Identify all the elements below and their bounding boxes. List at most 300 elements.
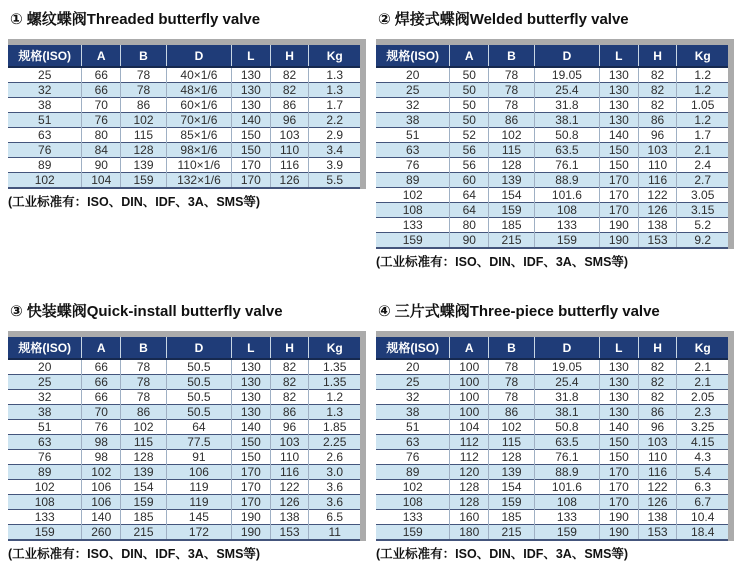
- table-cell: 50: [450, 83, 489, 98]
- table-cell: 91: [166, 450, 231, 465]
- table-cell: 108: [8, 495, 82, 510]
- table-cell: 86: [270, 405, 309, 420]
- table-cell: 76.1: [534, 158, 599, 173]
- table-cell: 1.2: [309, 390, 360, 405]
- table-cell: 98: [82, 435, 121, 450]
- section-title: [10, 300, 366, 321]
- table-cell: 126: [270, 495, 309, 510]
- table-cell: 122: [270, 480, 309, 495]
- table-cell: 159: [534, 233, 599, 249]
- table-cell: 86: [270, 98, 309, 113]
- table-cell: 106: [82, 480, 121, 495]
- table-cell: 154: [121, 480, 167, 495]
- table-cell: 133: [8, 510, 82, 525]
- table-cell: 66: [82, 83, 121, 98]
- table-cell: 86: [121, 98, 167, 113]
- table-cell: 130: [599, 390, 638, 405]
- table-cell: 185: [489, 510, 535, 525]
- table-cell: 51: [376, 128, 450, 143]
- table-cell: 1.3: [309, 67, 360, 83]
- table-row: [8, 525, 360, 541]
- table-cell: 56: [450, 158, 489, 173]
- table-cell: 128: [121, 143, 167, 158]
- table-frame: [376, 39, 734, 249]
- table-cell: 5.5: [309, 173, 360, 189]
- table-cell: 130: [231, 405, 270, 420]
- table-cell: 2.3: [677, 405, 728, 420]
- table-cell: 150: [231, 128, 270, 143]
- table-cell: 25.4: [534, 83, 599, 98]
- table-cell: 4.3: [677, 450, 728, 465]
- table-cell: 159: [489, 203, 535, 218]
- column-header: Kg: [309, 337, 360, 359]
- table-row: [376, 67, 728, 83]
- table-cell: 119: [166, 480, 231, 495]
- table-cell: 25: [8, 375, 82, 390]
- table-cell: 64: [166, 420, 231, 435]
- table-cell: 32: [376, 98, 450, 113]
- table-cell: 150: [231, 143, 270, 158]
- section-number-badge: ①: [10, 11, 23, 28]
- table-cell: 140: [231, 113, 270, 128]
- table-frame: [8, 331, 366, 541]
- table-cell: 82: [270, 67, 309, 83]
- section-title: [10, 8, 366, 29]
- section-title-text: 三片式蝶阀Three-piece butterfly valve: [394, 303, 660, 320]
- table-cell: 51: [8, 113, 82, 128]
- table-cell: 2.6: [309, 450, 360, 465]
- table-cell: 3.0: [309, 465, 360, 480]
- table-cell: 150: [599, 143, 638, 158]
- table-cell: 82: [270, 390, 309, 405]
- table-row: [376, 158, 728, 173]
- section-number-badge: ③: [10, 303, 23, 320]
- table-cell: 170: [231, 158, 270, 173]
- table-cell: 50: [450, 98, 489, 113]
- table-cell: 104: [450, 420, 489, 435]
- table-cell: 138: [638, 510, 677, 525]
- standards-note: (工业标准有：ISO、DIN、IDF、3A、SMS等): [376, 255, 629, 269]
- table-cell: 133: [534, 218, 599, 233]
- table-cell: 90: [82, 158, 121, 173]
- table-cell: 2.2: [309, 113, 360, 128]
- table-cell: 1.3: [309, 83, 360, 98]
- table-cell: 11: [309, 525, 360, 541]
- table-cell: 2.1: [677, 359, 728, 375]
- table-row: [8, 405, 360, 420]
- table-cell: 130: [599, 98, 638, 113]
- table-cell: 150: [231, 450, 270, 465]
- table-cell: 145: [166, 510, 231, 525]
- table-cell: 38: [8, 98, 82, 113]
- table-cell: 139: [489, 465, 535, 480]
- section-threaded-valve: [8, 6, 366, 210]
- table-frame: [8, 39, 366, 189]
- table-cell: 1.05: [677, 98, 728, 113]
- column-header: H: [270, 45, 309, 67]
- table-row: [376, 510, 728, 525]
- table-cell: 150: [231, 435, 270, 450]
- table-cell: 51: [376, 420, 450, 435]
- table-cell: 66: [82, 67, 121, 83]
- table-cell: 102: [82, 465, 121, 480]
- table-cell: 102: [376, 188, 450, 203]
- table-cell: 63: [8, 435, 82, 450]
- table-cell: 185: [489, 218, 535, 233]
- table-cell: 128: [450, 495, 489, 510]
- table-cell: 103: [638, 435, 677, 450]
- table-cell: 85×1/6: [166, 128, 231, 143]
- table-cell: 120: [450, 465, 489, 480]
- table-cell: 103: [270, 435, 309, 450]
- table-row: [376, 203, 728, 218]
- table-cell: 70: [82, 405, 121, 420]
- table-cell: 170: [231, 173, 270, 189]
- table-cell: 77.5: [166, 435, 231, 450]
- table-cell: 82: [270, 375, 309, 390]
- table-row: [8, 435, 360, 450]
- table-cell: 88.9: [534, 465, 599, 480]
- table-cell: 130: [599, 67, 638, 83]
- table-cell: 133: [376, 218, 450, 233]
- table-cell: 122: [638, 480, 677, 495]
- table-cell: 126: [638, 203, 677, 218]
- table-cell: 60×1/6: [166, 98, 231, 113]
- table-cell: 86: [489, 405, 535, 420]
- table-cell: 130: [231, 67, 270, 83]
- table-cell: 159: [8, 525, 82, 541]
- table-cell: 90: [450, 233, 489, 249]
- table-frame: [376, 331, 734, 541]
- table-cell: 70: [82, 98, 121, 113]
- standards-note: (工业标准有：ISO、DIN、IDF、3A、SMS等): [8, 195, 261, 209]
- table-cell: 190: [231, 525, 270, 541]
- table-cell: 130: [231, 98, 270, 113]
- table-cell: 1.3: [309, 405, 360, 420]
- table-cell: 1.2: [677, 67, 728, 83]
- column-header: B: [489, 45, 535, 67]
- table-row: [376, 465, 728, 480]
- table-cell: 4.15: [677, 435, 728, 450]
- table-cell: 116: [270, 465, 309, 480]
- table-header-row: [8, 337, 360, 359]
- table-cell: 130: [599, 113, 638, 128]
- table-cell: 63.5: [534, 143, 599, 158]
- table-cell: 110: [270, 143, 309, 158]
- table-cell: 50.5: [166, 405, 231, 420]
- section-title-text: 快装蝶阀Quick-install butterfly valve: [26, 303, 283, 320]
- column-header: 规格(ISO): [8, 45, 82, 67]
- table-cell: 19.05: [534, 359, 599, 375]
- table-cell: 154: [489, 188, 535, 203]
- table-cell: 140: [599, 128, 638, 143]
- column-header: L: [599, 337, 638, 359]
- table-cell: 108: [534, 203, 599, 218]
- table-cell: 86: [638, 113, 677, 128]
- table-cell: 170: [599, 173, 638, 188]
- table-cell: 153: [638, 525, 677, 541]
- table-cell: 2.1: [677, 375, 728, 390]
- table-cell: 128: [489, 450, 535, 465]
- table-cell: 50: [450, 67, 489, 83]
- table-cell: 180: [450, 525, 489, 541]
- table-cell: 63: [376, 143, 450, 158]
- table-cell: 63.5: [534, 435, 599, 450]
- table-cell: 190: [599, 218, 638, 233]
- table-row: [376, 450, 728, 465]
- section-title: [378, 300, 734, 321]
- table-row: [376, 113, 728, 128]
- column-header: A: [450, 45, 489, 67]
- table-cell: 20: [376, 359, 450, 375]
- table-row: [376, 525, 728, 541]
- table-cell: 140: [82, 510, 121, 525]
- column-header: 规格(ISO): [376, 45, 450, 67]
- table-cell: 86: [489, 113, 535, 128]
- table-cell: 3.9: [309, 158, 360, 173]
- table-cell: 159: [489, 495, 535, 510]
- spec-table-welded: [376, 45, 728, 249]
- table-row: [376, 218, 728, 233]
- table-cell: 130: [599, 83, 638, 98]
- table-cell: 76: [8, 450, 82, 465]
- table-cell: 88.9: [534, 173, 599, 188]
- section-title: [378, 8, 734, 29]
- spec-table-threaded: [8, 45, 360, 189]
- table-cell: 19.05: [534, 67, 599, 83]
- table-cell: 115: [121, 435, 167, 450]
- table-row: [8, 83, 360, 98]
- table-cell: 96: [270, 113, 309, 128]
- table-cell: 130: [231, 375, 270, 390]
- table-cell: 122: [638, 188, 677, 203]
- table-cell: 1.2: [677, 113, 728, 128]
- table-row: [376, 420, 728, 435]
- column-header: 规格(ISO): [376, 337, 450, 359]
- table-cell: 172: [166, 525, 231, 541]
- table-cell: 66: [82, 375, 121, 390]
- table-cell: 101.6: [534, 480, 599, 495]
- table-cell: 78: [489, 83, 535, 98]
- table-cell: 84: [82, 143, 121, 158]
- table-row: [376, 233, 728, 249]
- column-header: L: [231, 337, 270, 359]
- table-cell: 130: [599, 375, 638, 390]
- column-header: H: [638, 45, 677, 67]
- table-cell: 40×1/6: [166, 67, 231, 83]
- table-cell: 159: [121, 173, 167, 189]
- section-quick-install-valve: [8, 298, 366, 562]
- table-row: [376, 143, 728, 158]
- table-cell: 132×1/6: [166, 173, 231, 189]
- table-cell: 100: [450, 375, 489, 390]
- table-cell: 89: [8, 465, 82, 480]
- table-row: [8, 359, 360, 375]
- table-cell: 116: [270, 158, 309, 173]
- table-cell: 78: [121, 359, 167, 375]
- table-row: [8, 510, 360, 525]
- table-cell: 89: [8, 158, 82, 173]
- section-title-text: 螺纹蝶阀Threaded butterfly valve: [26, 11, 261, 28]
- column-header: D: [166, 337, 231, 359]
- table-cell: 119: [166, 495, 231, 510]
- table-row: [8, 173, 360, 189]
- table-cell: 103: [270, 128, 309, 143]
- table-cell: 1.85: [309, 420, 360, 435]
- table-cell: 6.5: [309, 510, 360, 525]
- table-row: [376, 188, 728, 203]
- table-cell: 64: [450, 188, 489, 203]
- table-cell: 66: [82, 359, 121, 375]
- table-cell: 139: [121, 158, 167, 173]
- table-cell: 76: [82, 113, 121, 128]
- table-cell: 3.6: [309, 480, 360, 495]
- table-cell: 98×1/6: [166, 143, 231, 158]
- table-cell: 102: [8, 480, 82, 495]
- table-row: [8, 450, 360, 465]
- table-row: [376, 390, 728, 405]
- column-header: D: [166, 45, 231, 67]
- table-row: [376, 480, 728, 495]
- column-header: A: [82, 45, 121, 67]
- table-cell: 50.5: [166, 359, 231, 375]
- table-cell: 82: [270, 83, 309, 98]
- table-cell: 102: [489, 128, 535, 143]
- table-cell: 31.8: [534, 390, 599, 405]
- table-cell: 138: [638, 218, 677, 233]
- table-cell: 82: [638, 359, 677, 375]
- table-cell: 159: [376, 525, 450, 541]
- table-row: [8, 420, 360, 435]
- table-cell: 215: [489, 233, 535, 249]
- table-cell: 80: [82, 128, 121, 143]
- section-number-badge: ②: [378, 11, 391, 28]
- table-cell: 170: [231, 495, 270, 510]
- table-cell: 82: [638, 98, 677, 113]
- table-cell: 78: [489, 98, 535, 113]
- table-cell: 18.4: [677, 525, 728, 541]
- table-cell: 32: [8, 83, 82, 98]
- table-row: [376, 405, 728, 420]
- table-cell: 76: [8, 143, 82, 158]
- table-cell: 63: [8, 128, 82, 143]
- table-cell: 116: [638, 465, 677, 480]
- table-cell: 51: [8, 420, 82, 435]
- table-row: [8, 465, 360, 480]
- table-cell: 82: [638, 390, 677, 405]
- table-cell: 32: [8, 390, 82, 405]
- table-cell: 89: [376, 465, 450, 480]
- standards-note: (工业标准有：ISO、DIN、IDF、3A、SMS等): [8, 547, 261, 561]
- table-cell: 25: [376, 83, 450, 98]
- table-cell: 2.05: [677, 390, 728, 405]
- table-cell: 96: [270, 420, 309, 435]
- table-cell: 100: [450, 359, 489, 375]
- table-cell: 128: [489, 158, 535, 173]
- table-cell: 115: [489, 435, 535, 450]
- table-cell: 159: [534, 525, 599, 541]
- table-cell: 102: [121, 113, 167, 128]
- table-cell: 102: [121, 420, 167, 435]
- table-cell: 130: [599, 359, 638, 375]
- table-cell: 108: [534, 495, 599, 510]
- column-header: D: [534, 337, 599, 359]
- table-cell: 153: [638, 233, 677, 249]
- table-cell: 98: [82, 450, 121, 465]
- table-cell: 38.1: [534, 405, 599, 420]
- column-header: B: [121, 45, 167, 67]
- table-cell: 50.5: [166, 390, 231, 405]
- table-row: [376, 83, 728, 98]
- section-three-piece-valve: [376, 298, 734, 562]
- table-cell: 78: [489, 375, 535, 390]
- table-cell: 170: [231, 480, 270, 495]
- table-cell: 60: [450, 173, 489, 188]
- table-row: [376, 173, 728, 188]
- table-cell: 140: [231, 420, 270, 435]
- table-cell: 3.6: [309, 495, 360, 510]
- column-header: Kg: [309, 45, 360, 67]
- table-cell: 150: [599, 158, 638, 173]
- table-cell: 100: [450, 405, 489, 420]
- table-cell: 133: [376, 510, 450, 525]
- table-row: [8, 98, 360, 113]
- table-cell: 1.35: [309, 359, 360, 375]
- table-cell: 112: [450, 435, 489, 450]
- table-cell: 20: [376, 67, 450, 83]
- table-cell: 170: [599, 188, 638, 203]
- table-cell: 6.7: [677, 495, 728, 510]
- table-cell: 215: [121, 525, 167, 541]
- table-row: [8, 113, 360, 128]
- table-row: [376, 128, 728, 143]
- table-row: [376, 98, 728, 113]
- table-cell: 32: [376, 390, 450, 405]
- table-cell: 1.7: [677, 128, 728, 143]
- table-row: [376, 359, 728, 375]
- table-cell: 130: [231, 359, 270, 375]
- table-cell: 110: [638, 450, 677, 465]
- table-cell: 86: [121, 405, 167, 420]
- table-row: [8, 158, 360, 173]
- table-cell: 3.25: [677, 420, 728, 435]
- table-cell: 150: [599, 435, 638, 450]
- table-cell: 170: [599, 495, 638, 510]
- table-cell: 108: [376, 203, 450, 218]
- table-cell: 25: [376, 375, 450, 390]
- table-cell: 10.4: [677, 510, 728, 525]
- table-cell: 50.5: [166, 375, 231, 390]
- table-row: [8, 390, 360, 405]
- table-cell: 31.8: [534, 98, 599, 113]
- table-cell: 50: [450, 113, 489, 128]
- column-header: B: [489, 337, 535, 359]
- table-row: [376, 495, 728, 510]
- table-row: [8, 495, 360, 510]
- table-cell: 2.25: [309, 435, 360, 450]
- table-cell: 56: [450, 143, 489, 158]
- table-cell: 5.2: [677, 218, 728, 233]
- table-cell: 104: [82, 173, 121, 189]
- table-cell: 3.4: [309, 143, 360, 158]
- column-header: D: [534, 45, 599, 67]
- table-cell: 1.35: [309, 375, 360, 390]
- table-cell: 170: [599, 480, 638, 495]
- table-cell: 102: [376, 480, 450, 495]
- table-cell: 2.1: [677, 143, 728, 158]
- table-cell: 70×1/6: [166, 113, 231, 128]
- table-cell: 110: [638, 158, 677, 173]
